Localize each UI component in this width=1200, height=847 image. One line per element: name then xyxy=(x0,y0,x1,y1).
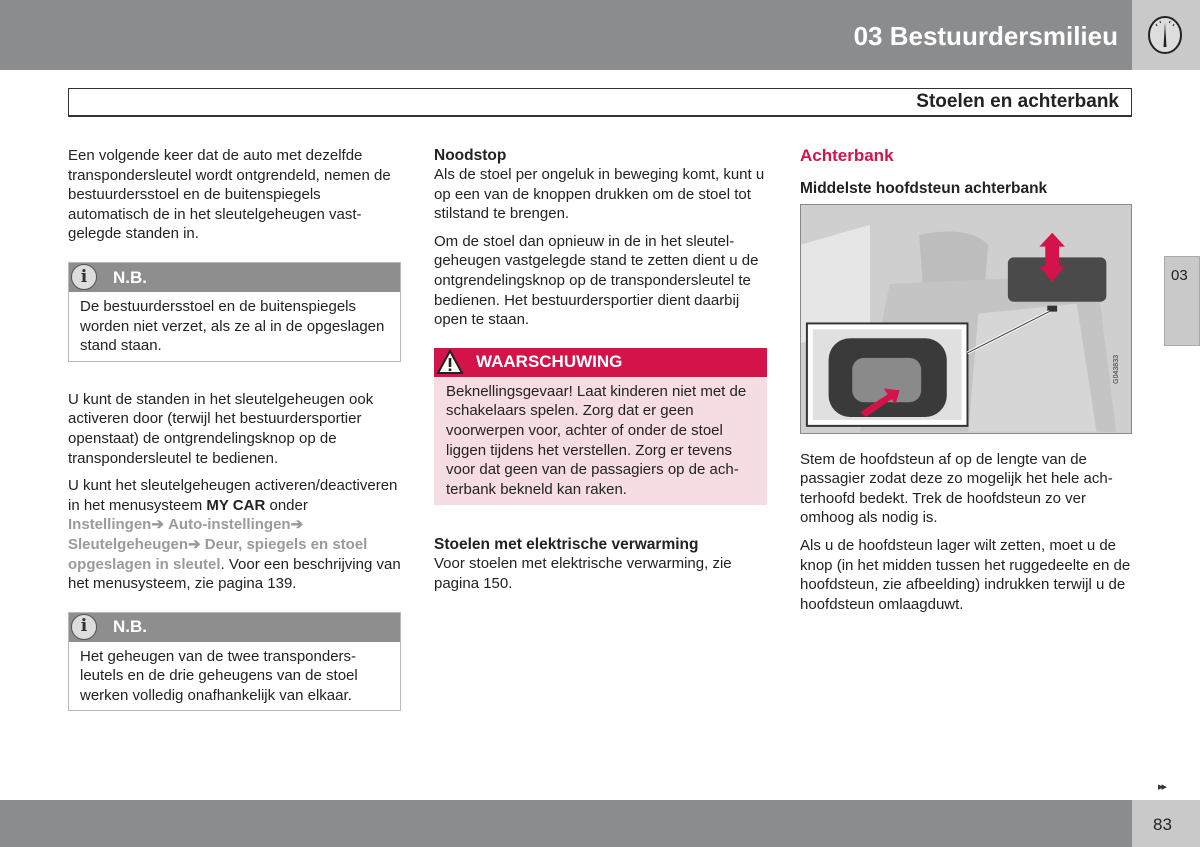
info-icon: i xyxy=(71,264,97,290)
continue-icon: ▸▸ xyxy=(1158,781,1166,793)
menu-item: Deur, spiegels en stoel opgeslagen in sleutel xyxy=(68,535,368,573)
paragraph: Als u de hoofdsteun lager wilt zetten, moet u de knop (in het midden tussen het ruggedeelte en de hoofdsteun, zie afbeelding) indrukken terwijl u de hoofdsteun omlaagduwt. xyxy=(800,536,1131,613)
chapter-title: 03 Bestuurdersmilieu xyxy=(853,21,1118,51)
arrow-icon: ➔ xyxy=(290,516,304,534)
column-1 xyxy=(68,146,401,739)
paragraph: Als de stoel per ongeluk in beweging komt, kunt u op een van de knoppen drukken om de stoel tot stilstand te brengen. xyxy=(434,166,765,223)
column-2 xyxy=(434,146,767,602)
heading-noodstop: Noodstop xyxy=(434,147,507,164)
figure-code: G043833 xyxy=(1113,354,1120,384)
paragraph: Stem de hoofdsteun af op de lengte van de passagier zodat deze zo mogelijk het hele achterhoofd bedekt. Trek de hoofdsteun zo ver omhoog als nodig is. xyxy=(800,450,1113,527)
warning-box xyxy=(434,348,767,506)
paragraph: U kunt de standen in het sleutelgeheugen ook activeren door (terwijl het bestuurdersportier openstaat) de ontgrendelingsknop op de transpondersleutel te bedienen. xyxy=(68,390,374,467)
paragraph: Voor stoelen met elektrische verwarming, zie pagina 150. xyxy=(434,555,732,592)
arrow-icon: ➔ xyxy=(188,535,201,553)
note-text: De bestuurdersstoel en de buitenspiegels worden niet verzet, als ze al in de opgeslagen stand staan. xyxy=(80,297,385,355)
footer-bar xyxy=(0,800,1132,847)
chapter-side-tab: 03 xyxy=(1164,256,1200,346)
heading-achterbank: Achterbank xyxy=(800,146,894,165)
heading-heating: Stoelen met elektrische verwarming xyxy=(434,536,699,554)
menu-item: Auto-instellingen xyxy=(168,516,291,534)
arrow-icon: ➔ xyxy=(151,516,164,534)
subheading-headrest: Middelste hoofdsteun achterbank xyxy=(800,179,1048,197)
menu-item: Instellingen xyxy=(68,516,152,534)
text-run: . Voor een beschrijving van het menusysteem, zie pagina 139. xyxy=(68,555,401,593)
note-text: Het geheugen van de twee transpondersleutels en de drie geheugens van de stoel werken volledig onafhankelijk van elkaar. xyxy=(80,647,358,704)
warning-text: Beknellingsgevaar! Laat kinderen niet met de schakelaars spelen. Zorg dat er geen voorwerpen voor, achter of onder de stoel liggen tijdens het verstellen. Zorg er tevens voor dat geen van de passagiers op de achterbank bekneld kan raken. xyxy=(434,377,767,506)
text-run: onder xyxy=(265,496,308,514)
menu-item: Sleutelgeheugen xyxy=(68,535,189,553)
note-title: N.B. xyxy=(113,617,147,637)
note-box xyxy=(68,612,401,712)
warning-title: WAARSCHUWING xyxy=(476,352,623,372)
column-3 xyxy=(800,146,1132,622)
my-car-label: MY CAR xyxy=(206,496,266,514)
note-title: N.B. xyxy=(113,267,147,287)
section-title: Stoelen en achterbank xyxy=(68,88,1132,117)
headrest-illustration xyxy=(800,204,1132,434)
gauge-icon xyxy=(1146,14,1184,56)
rear-seat-image xyxy=(801,205,1130,432)
paragraph: Om de stoel dan opnieuw in de in het sleutelgeheugen vastgelegde stand te zetten dient u de ontgrendelingsknop op de transpondersleutel te bedienen. Het bestuurdersportier dient daarbij open te staan. xyxy=(434,232,759,329)
warning-triangle-icon xyxy=(436,349,464,375)
page-number: 83 xyxy=(1153,815,1172,834)
note-box xyxy=(68,262,401,362)
text-run: U kunt het sleutelgeheugen activeren/deactiveren in het menusysteem xyxy=(68,477,398,514)
paragraph-menu-path xyxy=(68,476,401,594)
header-icon-tab xyxy=(1132,0,1200,70)
paragraph: Een volgende keer dat de auto met dezelfde transpondersleutel wordt ontgrendeld, nemen de bestuurdersstoel en de buitenspiegels automatisch de in het sleutelgeheugen vastgelegde standen in. xyxy=(68,147,391,243)
info-icon: i xyxy=(71,614,97,640)
